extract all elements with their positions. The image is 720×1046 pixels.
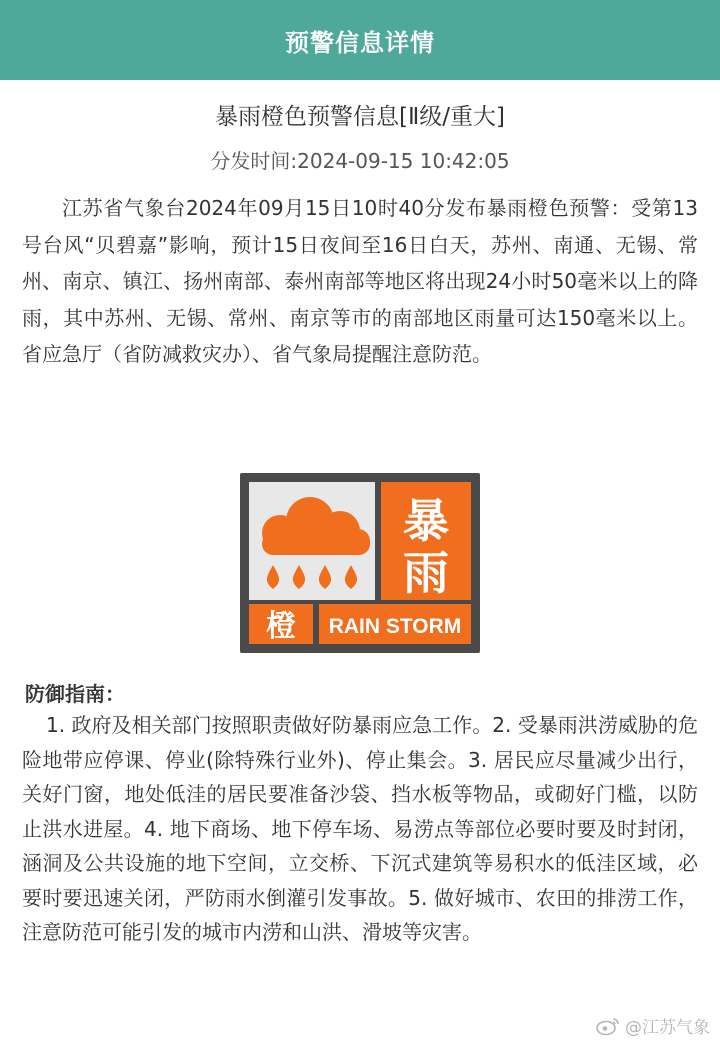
signal-char-yu: 雨 xyxy=(403,546,449,600)
rainstorm-orange-signal xyxy=(240,473,480,653)
signal-char-bao: 暴 xyxy=(403,494,449,548)
alert-title: 暴雨橙色预警信息[Ⅱ级/重大] xyxy=(214,104,505,130)
watermark-text: @江苏气象 xyxy=(625,1018,710,1038)
page-title: 预警信息详情 xyxy=(285,28,435,57)
guide-text: 1. 政府及相关部门按照职责做好防暴雨应急工作。2. 受暴雨洪涝威胁的危险地带应停课、停业(除特殊行业外)、停止集会。3. 居民应尽量减少出行，关好门窗，地处低洼的居民要准备沙袋、挡水板等物品，或砌好门槛，以防止洪水进屋。4. 地下商场、地下停车场、易涝点等部位必要时要及时封闭，涵洞及公共设施的地下空间，立交桥、下沉式建筑等易积水的低洼区域，必要时要迅速关闭，严防雨水倒灌引发事故。5. 做好城市、农田的排涝工作，注意防范可能引发的城市内涝和山洪、滑坡等灾害。 xyxy=(22,713,698,944)
signal-english-label: RAIN STORM xyxy=(328,615,462,638)
page-header xyxy=(0,0,720,80)
guide-heading: 防御指南： xyxy=(25,682,125,706)
weibo-icon xyxy=(595,1016,621,1036)
signal-graphic xyxy=(240,473,480,653)
watermark xyxy=(595,1013,710,1038)
alert-body: 江苏省气象台2024年09月15日10时40分发布暴雨橙色预警：受第13号台风“贝碧嘉”影响，预计15日夜间至16日白天，苏州、南通、无锡、常州、南京、镇江、扬州南部、泰州南部等地区将出现24小时50毫米以上的降雨，其中苏州、无锡、常州、南京等市的南部地区雨量可达150毫米以上。省应急厅（省防减救灾办）、省气象局提醒注意防范。 xyxy=(22,196,698,366)
issue-time: 分发时间:2024-09-15 10:42:05 xyxy=(210,149,510,173)
signal-level-char: 橙 xyxy=(266,609,296,644)
